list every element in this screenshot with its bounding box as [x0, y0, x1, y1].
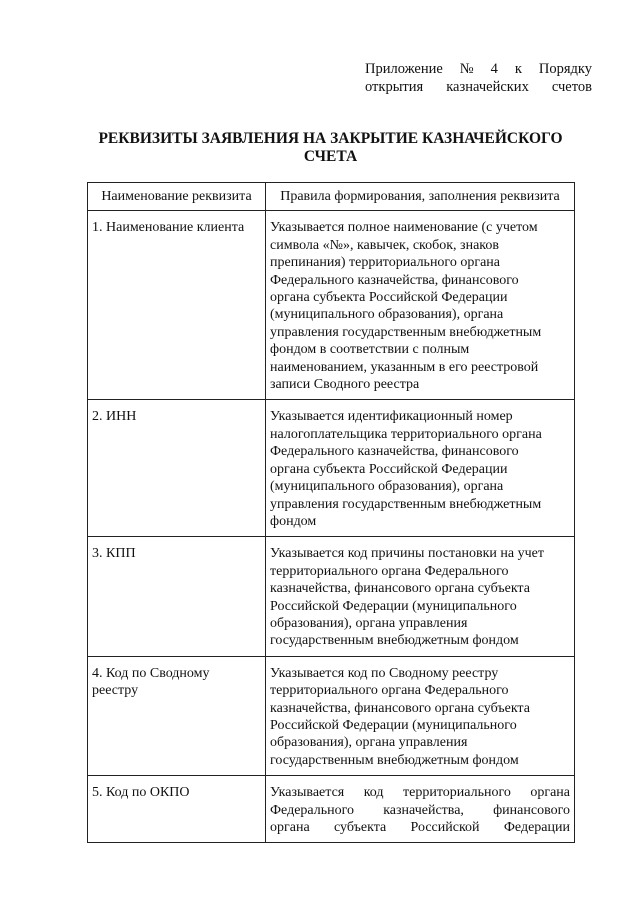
header-requisite-name: Наименование реквизита — [88, 183, 266, 211]
document-title-line-2: СЧЕТА — [303, 148, 358, 165]
requisite-name-cell — [88, 776, 266, 843]
requisite-rule-line — [270, 802, 570, 819]
requisite-rule-word: субъекта — [334, 820, 387, 835]
appendix-word: Приложение — [365, 61, 443, 77]
requisite-rule-word: органа — [530, 785, 570, 801]
requisite-name-cell — [88, 537, 266, 656]
requisite-name-line: 5. Код по ОКПО — [92, 785, 190, 801]
requisite-rule-line — [270, 819, 570, 836]
requisite-rule-cell — [266, 776, 575, 843]
requisite-rule-cell — [266, 400, 575, 537]
document-title-line-1: РЕКВИЗИТЫ ЗАЯВЛЕНИЯ НА ЗАКРЫТИЕ КАЗНАЧЕЙСКОГО — [98, 130, 563, 147]
table-header-row — [88, 183, 575, 211]
requisite-rule-line: Российской Федерации (муниципального — [270, 598, 517, 614]
requisite-rule-word: код — [363, 785, 384, 801]
requisite-name-line: 2. ИНН — [92, 409, 137, 425]
requisite-rule-line: Федерального казначейства, финансового — [270, 444, 519, 460]
requisite-name-line: реестру — [92, 683, 139, 699]
appendix-word: № — [459, 61, 474, 77]
table-body — [88, 211, 575, 843]
requisite-rule-line: записи Сводного реестра — [270, 377, 420, 393]
requisite-rule-line: казначейства, финансового органа субъекта — [270, 700, 530, 716]
requisite-rule-line: Указывается идентификационный номер — [270, 409, 513, 425]
requisite-rule-line: органа субъекта Российской Федерации — [270, 290, 508, 306]
requisite-rule-cell — [266, 211, 575, 400]
requisite-rule-cell — [266, 537, 575, 656]
requisite-rule-line: фондом в соответствии с полным — [270, 342, 470, 358]
requisite-name-line: 3. КПП — [92, 546, 136, 562]
requisite-rule-line: (муниципального образования), органа — [270, 307, 504, 323]
requisite-name-cell — [88, 656, 266, 775]
requisite-rule-line: Указывается код по Сводному реестру — [270, 665, 499, 681]
appendix-word: счетов — [551, 79, 592, 95]
requisite-rule-word: территориального — [403, 785, 511, 801]
table-row — [88, 211, 575, 400]
requisite-rule-line: образования), органа управления — [270, 615, 468, 631]
requisite-rule-line: территориального органа Федерального — [270, 563, 509, 579]
appendix-word: к — [514, 61, 522, 77]
requisite-name-line: 1. Наименование клиента — [92, 220, 245, 236]
requisite-rule-word: казначейства, — [383, 802, 464, 818]
requisite-rule-line: Российской Федерации (муниципального — [270, 717, 517, 733]
requisite-rule-line: (муниципального образования), органа — [270, 479, 504, 495]
requisite-rule-line: препинания) территориального органа — [270, 255, 500, 271]
requisite-rule-line: налогоплательщика территориального органа — [270, 426, 542, 442]
requisite-rule-word: Федерации — [503, 820, 570, 835]
requisite-rule-line: Федерального казначейства, финансового — [270, 272, 519, 288]
appendix-word: Порядку — [538, 61, 592, 77]
requisite-rule-line: Указывается полное наименование (с учетом — [270, 220, 538, 236]
requisite-rule-line: фондом — [270, 513, 317, 529]
requisite-rule-line: органа субъекта Российской Федерации — [270, 461, 508, 477]
appendix-line-1 — [365, 60, 592, 78]
appendix-word: казначейских — [446, 79, 529, 95]
table-row — [88, 656, 575, 775]
appendix-word: открытия — [365, 79, 424, 95]
requisite-name-line: 4. Код по Сводному — [92, 665, 210, 681]
requisite-rule-line — [270, 784, 570, 801]
requisite-rule-word: Федерального — [270, 802, 355, 818]
requisite-rule-line: наименованием, указанным в его реестровой — [270, 359, 539, 375]
table-row — [88, 400, 575, 537]
requisite-rule-word: органа — [270, 820, 310, 835]
requisite-rule-line: казначейства, финансового органа субъекта — [270, 581, 530, 597]
requisite-rule-word: Российской — [410, 820, 480, 835]
requisite-rule-line: управления государственным внебюджетным — [270, 324, 542, 340]
requisite-rule-cell — [266, 656, 575, 775]
appendix-word: 4 — [490, 61, 498, 77]
requisite-name-cell — [88, 400, 266, 537]
requisite-rule-word: финансового — [493, 802, 570, 818]
requisite-rule-line: государственным внебюджетным фондом — [270, 752, 519, 768]
appendix-line-2 — [365, 78, 592, 96]
requisite-rule-line: образования), органа управления — [270, 735, 468, 751]
table-row — [88, 537, 575, 656]
requisite-rule-word: Указывается — [270, 785, 345, 801]
requisite-rule-line: государственным внебюджетным фондом — [270, 633, 519, 649]
requisite-name-cell — [88, 211, 266, 400]
document-title — [88, 130, 573, 166]
requisite-rule-line: символа «№», кавычек, скобок, знаков — [270, 237, 499, 253]
requisite-rule-line: территориального органа Федерального — [270, 683, 509, 699]
requisites-table — [87, 182, 575, 843]
appendix-reference — [365, 60, 592, 96]
requisite-rule-line: Указывается код причины постановки на учет — [270, 546, 544, 562]
requisite-rule-line: управления государственным внебюджетным — [270, 496, 542, 512]
header-fill-rules: Правила формирования, заполнения реквизита — [266, 183, 575, 211]
table-row — [88, 776, 575, 843]
